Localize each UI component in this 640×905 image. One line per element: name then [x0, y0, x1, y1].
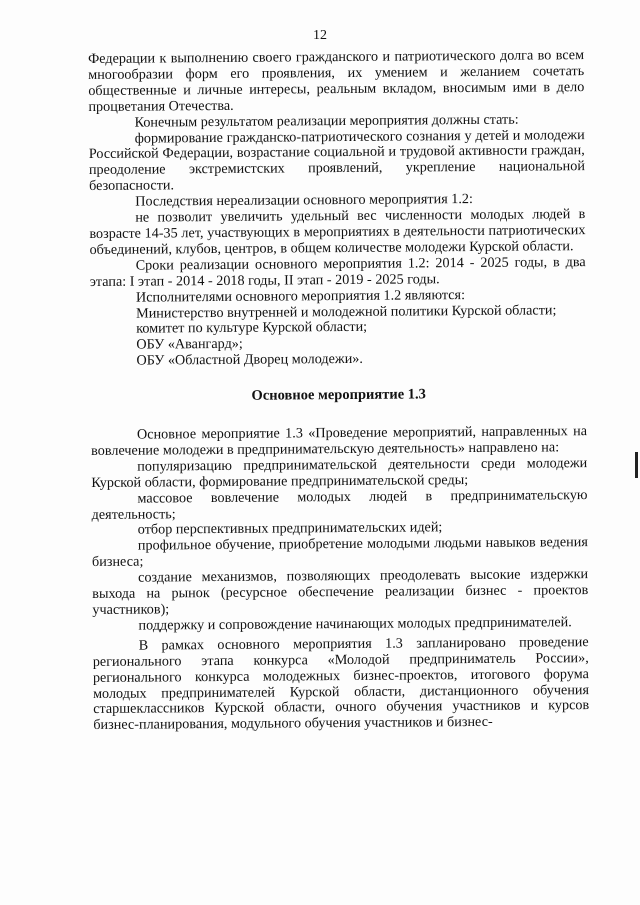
list-item: отбор перспективных предпринимательских идей;	[137, 519, 443, 539]
list-item: ОБУ «Областной Дворец молодежи».	[136, 351, 363, 369]
list-item: ОБУ «Авангард»;	[136, 336, 243, 353]
list-item: комитет по культуре Курской области;	[136, 319, 368, 338]
paragraph: В рамках основного мероприятия 1.3 запланировано проведение регионального этапа конкурса «Молодой предприниматель России», регионального конкурса молодежных бизнес-проектов, итогового форума молодых предпринимателей Курской области, дистанционного обучения старшеклассников Курской области, очного обучения участников и курсов бизнес-планирования, модульного обучения участников и бизнес-	[92, 633, 590, 734]
paragraph: Основное мероприятие 1.3 «Проведение мероприятий, направленных на вовлечение молодежи в предпринимательскую деятельность» направлено на:	[91, 423, 588, 459]
paragraph: Исполнителями основного мероприятия 1.2 являются:	[135, 286, 466, 306]
list-item: массовое вовлечение молодых людей в предпринимательскую деятельность;	[91, 486, 588, 523]
page-number: 12	[313, 28, 327, 43]
list-item: популяризацию предпринимательской деятельности среди молодежи Курской области, формирование предпринимательской среды;	[91, 454, 588, 491]
paragraph: не позволит увеличить удельный вес численности молодых людей в возрасте 14-35 лет, участвующих в мероприятиях в деятельности патриотических объединений, клубов, центров, в общем количестве молодежи Курской области.	[89, 206, 586, 258]
section-heading: Основное мероприятие 1.3	[251, 386, 426, 404]
paragraph: формирование гражданско-патриотического сознания у детей и молодежи Российской Федерации, возрастание социальной и трудовой активности граждан, преодоление экстремистских проявлений, укрепление национальной безопасности.	[88, 126, 585, 195]
list-item: Министерство внутренней и молодежной политики Курской области;	[135, 301, 557, 322]
list-item: поддержку и сопровождение начинающих молодых предпринимателей.	[138, 614, 572, 634]
list-item: профильное обучение, приобретение молодыми людьми навыков ведения бизнеса;	[91, 534, 588, 571]
paragraph: Федерации к выполнению своего гражданского и патриотического долга во всем многообразии форм его проявления, их умением и желанием сочетать общественные и личные интересы, реальным вкладом, вносимым ими в дело процветания Отечества.	[87, 47, 585, 115]
paragraph: Сроки реализации основного мероприятия 1.2: 2014 - 2025 годы, в два этапа: I этап - 2014 - 2018 годы, II этап - 2019 - 2025 годы.	[89, 253, 586, 290]
list-item: создание механизмов, позволяющих преодолевать высокие издержки выхода на рынок (ресурсное обеспечение реализации бизнес - проектов участников);	[92, 566, 589, 618]
paragraph: Конечным результатом реализации мероприятия должны стать:	[134, 111, 519, 131]
scan-edge-mark	[635, 452, 638, 478]
document-body	[88, 48, 589, 734]
paragraph: Последствия нереализации основного мероприятия 1.2:	[135, 191, 473, 210]
